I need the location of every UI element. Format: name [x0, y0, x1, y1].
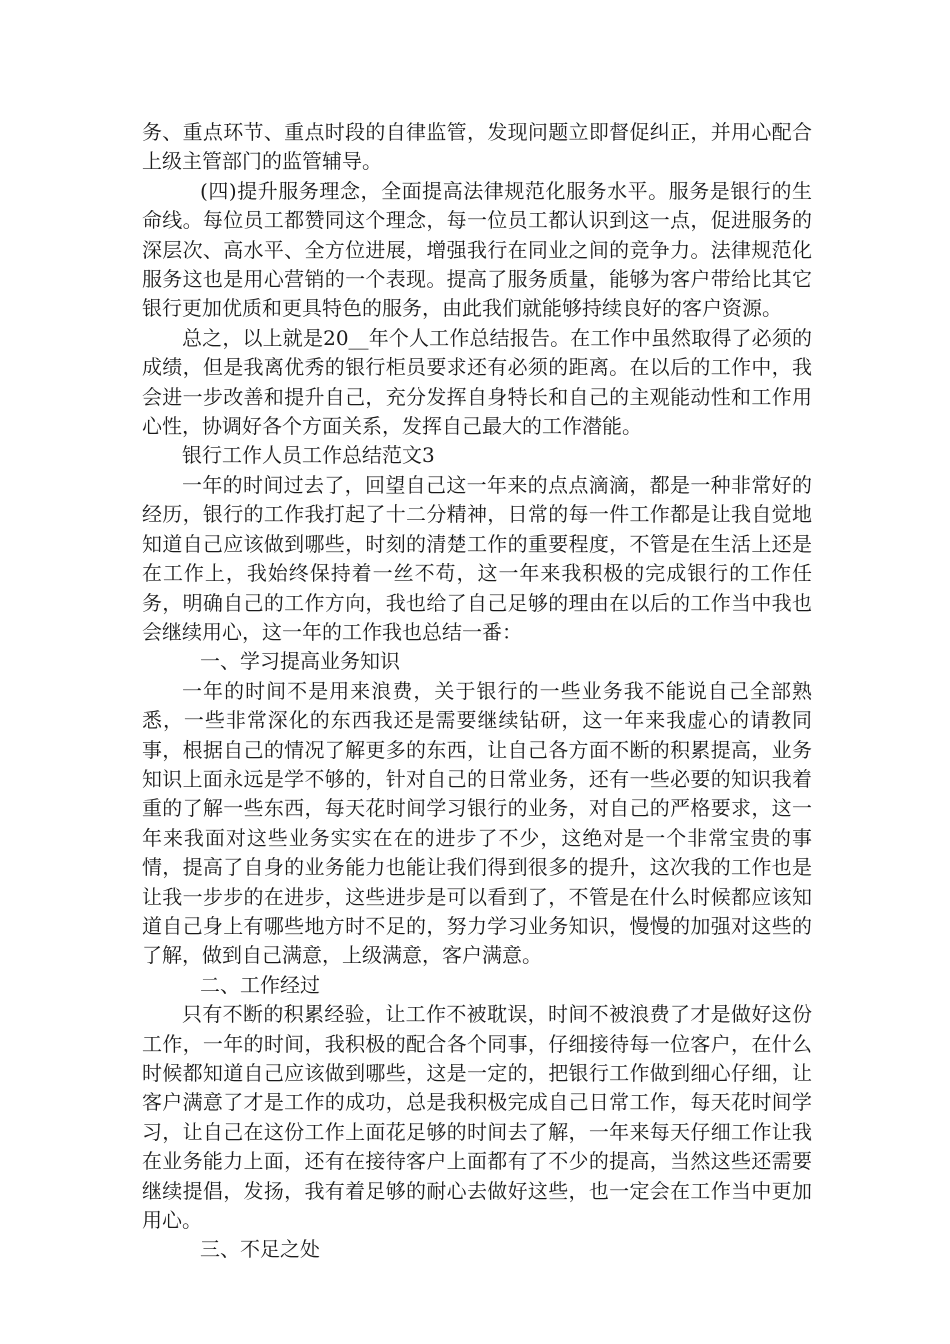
- paragraph-learning: 一年的时间不是用来浪费，关于银行的一些业务我不能说自己全部熟悉，一些非常深化的东西我还是需要继续钻研，这一年来我虚心的请教同事，根据自己的情况了解更多的东西，让自己各方面不断的积累提高，业务知识上面永远是学不够的，针对自己的日常业务，还有一些必要的知识我着重的了解一些东西，每天花时间学习银行的业务，对自己的严格要求，这一年来我面对这些业务实实在在的进步了不少，这绝对是一个非常宝贵的事情，提高了自身的业务能力也能让我们得到很多的提升，这次我的工作也是让我一步步的在进步，这些进步是可以看到了，不管是在什么时候都应该知道自己身上有哪些地方时不足的，努力学习业务知识，慢慢的加强对这些的了解，做到自己满意，上级满意，客户满意。: [142, 678, 812, 968]
- document-body: [142, 118, 812, 1265]
- paragraph-work-process: 只有不断的积累经验，让工作不被耽误，时间不被浪费了才是做好这份工作，一年的时间，我积极的配合各个同事，仔细接待每一位客户，在什么时候都知道自己应该做到哪些，这是一定的，把银行工作做到细心仔细，让客户满意了才是工作的成功，总是我积极完成自己日常工作，每天花时间学习，让自己在这份工作上面花足够的时间去了解，一年来每天仔细工作让我在业务能力上面，还有在接待客户上面都有了不少的提高，当然这些还需要继续提倡，发扬，我有着足够的耐心去做好这些，也一定会在工作当中更加用心。: [142, 1002, 812, 1233]
- paragraph-conclusion: 总之，以上就是20__年个人工作总结报告。在工作中虽然取得了必须的成绩，但是我离优秀的银行柜员要求还有必须的距离。在以后的工作中，我会进一步改善和提升自己，充分发挥自身特长和自己的主观能动性和工作用心性，协调好各个方面关系，发挥自己最大的工作潜能。: [142, 325, 812, 439]
- heading-shortcomings: 三、不足之处: [200, 1237, 320, 1262]
- paragraph-continuation: 务、重点环节、重点时段的自律监管，发现问题立即督促纠正，并用心配合上级主管部门的监管辅导。: [142, 120, 812, 174]
- paragraph-service-improvement: (四)提升服务理念，全面提高法律规范化服务水平。服务是银行的生命线。每位员工都赞同这个理念，每一位员工都认识到这一点，促进服务的深层次、高水平、全方位进展，增强我行在同业之间的竞争力。法律规范化服务这也是用心营销的一个表现。提高了服务质量，能够为客户带给比其它银行更加优质和更具特色的服务，由此我们就能够持续良好的客户资源。: [142, 178, 812, 321]
- heading-learning: 一、学习提高业务知识: [200, 649, 400, 674]
- heading-work-process: 二、工作经过: [200, 972, 320, 997]
- paragraph-intro: 一年的时间过去了，回望自己这一年来的点点滴滴，都是一种非常好的经历，银行的工作我打起了十二分精神，日常的每一件工作都是让我自觉地知道自己应该做到哪些，时刻的清楚工作的重要程度，不管是在生活上还是在工作上，我始终保持着一丝不苟，这一年来我积极的完成银行的工作任务，明确自己的工作方向，我也给了自己足够的理由在以后的工作当中我也会继续用心，这一年的工作我也总结一番：: [142, 472, 812, 644]
- section-title: 银行工作人员工作总结范文3: [182, 443, 435, 468]
